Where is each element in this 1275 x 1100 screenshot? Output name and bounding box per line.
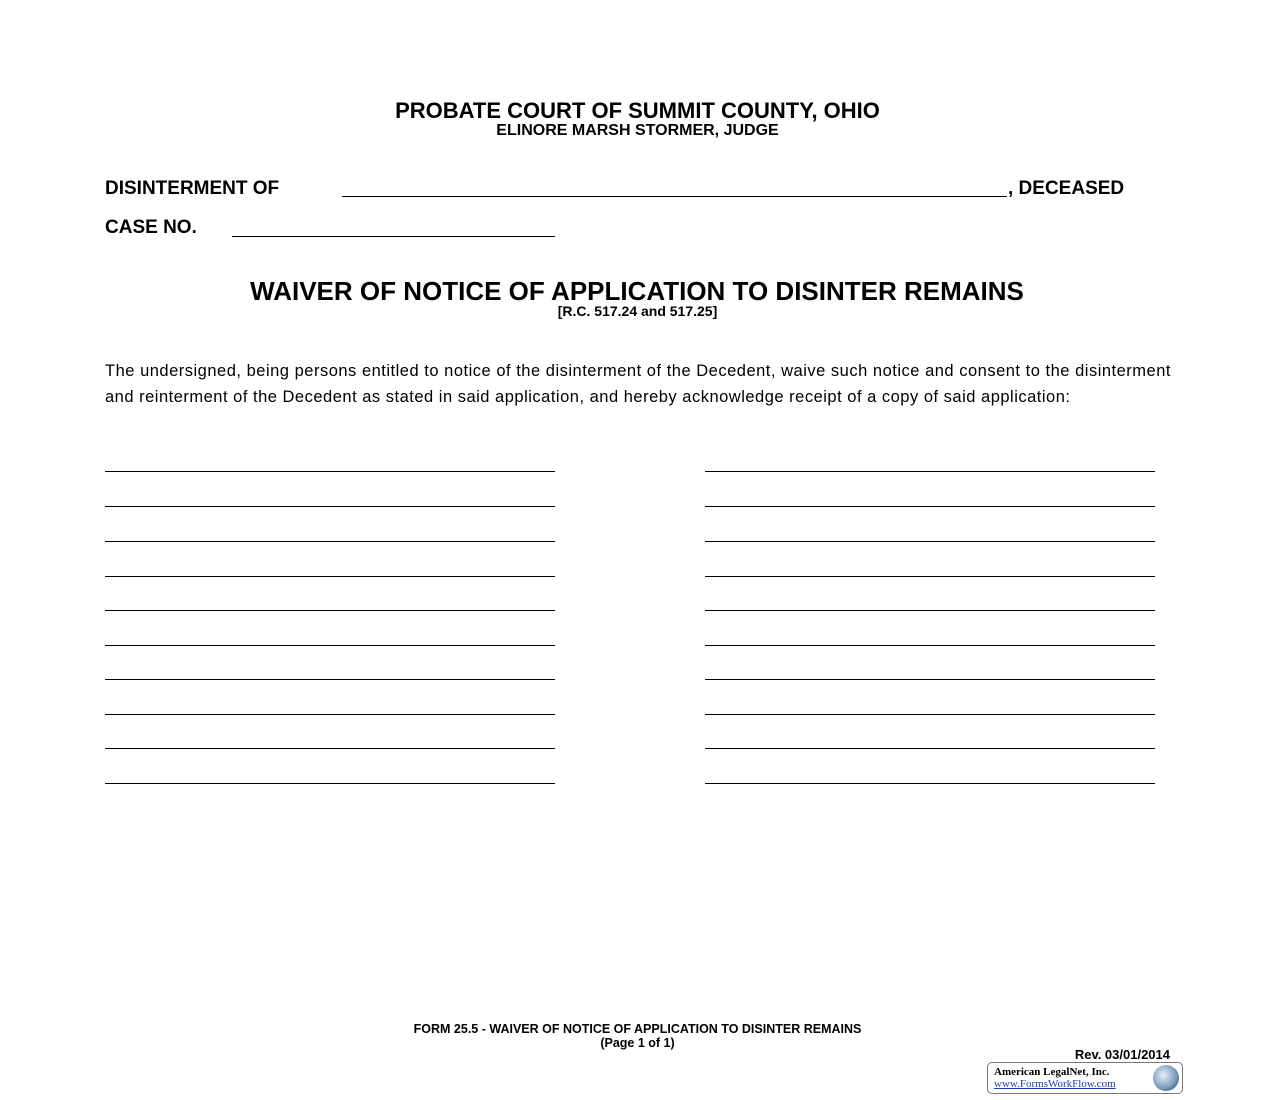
signature-line-left[interactable] [105,714,555,715]
globe-icon [1153,1065,1179,1091]
signature-line-right[interactable] [705,783,1155,784]
signature-line-left[interactable] [105,610,555,611]
signature-line-left[interactable] [105,748,555,749]
signature-line-right[interactable] [705,576,1155,577]
signature-line-left[interactable] [105,679,555,680]
signature-line-left[interactable] [105,783,555,784]
statute-citation: [R.C. 517.24 and 517.25] [557,303,718,319]
waiver-statement: The undersigned, being persons entitled to notice of the disinterment of the Decedent, waive such notice and consent to the disinterment and reinterment of the Decedent as stated in said application, and hereby acknowledge receipt of a copy of said application: [105,362,1171,406]
signature-line-left[interactable] [105,471,555,472]
signature-line-right[interactable] [705,506,1155,507]
footer-form-name: FORM 25.5 - WAIVER OF NOTICE OF APPLICATION TO DISINTER REMAINS [413,1022,862,1036]
signature-line-right[interactable] [705,471,1155,472]
footer-page-number: (Page 1 of 1) [600,1036,675,1050]
form-title: WAIVER OF NOTICE OF APPLICATION TO DISINTER REMAINS [250,276,1024,306]
revision-date: Rev. 03/01/2014 [1074,1047,1170,1062]
american-legalnet-logo[interactable] [987,1062,1183,1094]
deceased-label: , DECEASED [1008,178,1125,199]
signature-line-left[interactable] [105,541,555,542]
court-name: PROBATE COURT OF SUMMIT COUNTY, OHIO [395,98,880,123]
judge-name: ELINORE MARSH STORMER, JUDGE [496,122,779,139]
signature-line-right[interactable] [705,541,1155,542]
signature-line-left[interactable] [105,576,555,577]
disinterment-label: DISINTERMENT OF [105,178,280,199]
logo-url-link[interactable]: www.FormsWorkFlow.com [994,1078,1116,1090]
case-no-label: CASE NO. [105,217,197,238]
signature-line-left[interactable] [105,506,555,507]
logo-company: American LegalNet, Inc. [994,1066,1110,1078]
signature-line-right[interactable] [705,714,1155,715]
signature-line-right[interactable] [705,645,1155,646]
signature-line-right[interactable] [705,679,1155,680]
signature-line-right[interactable] [705,610,1155,611]
signature-line-left[interactable] [105,645,555,646]
signature-line-right[interactable] [705,748,1155,749]
disinterment-name-field[interactable] [342,196,1007,197]
case-no-field[interactable] [232,236,555,237]
